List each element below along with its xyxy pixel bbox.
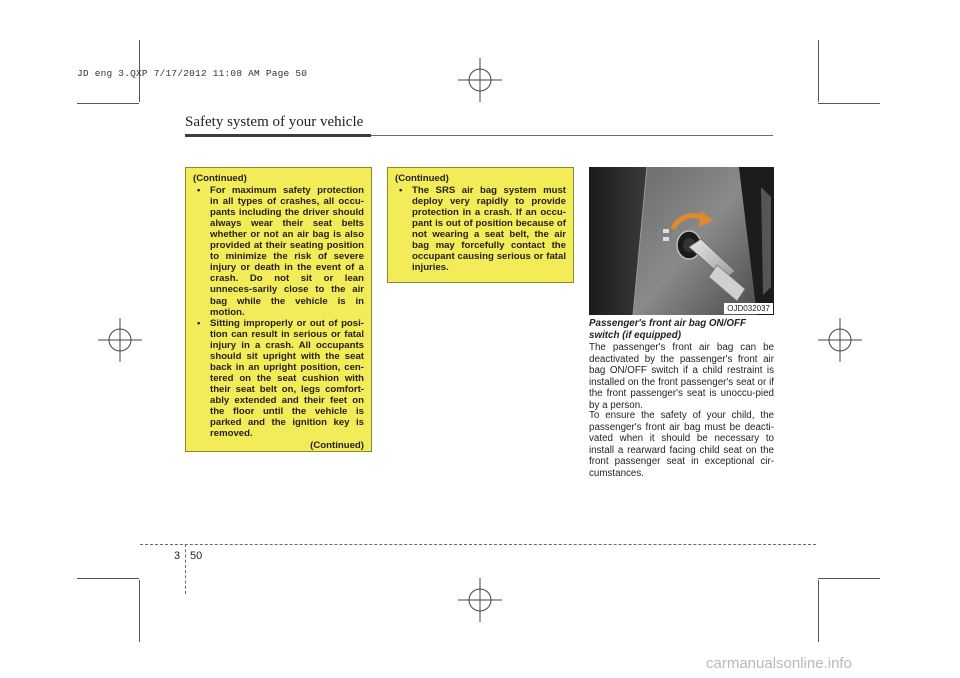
warning-list bbox=[395, 185, 566, 273]
registration-mark-icon bbox=[458, 578, 502, 622]
page-number: 50 bbox=[190, 550, 203, 562]
warning-list bbox=[193, 185, 364, 439]
registration-mark-icon bbox=[818, 318, 862, 362]
registration-mark-icon bbox=[458, 58, 502, 102]
continued-label: (Continued) bbox=[193, 173, 247, 184]
footer-separator bbox=[185, 544, 186, 594]
bullet: • bbox=[197, 317, 201, 329]
warning-item bbox=[395, 185, 566, 273]
crop-mark bbox=[818, 40, 819, 102]
dashboard-side-illustration bbox=[589, 167, 774, 315]
warning-item-text: For maximum safety protection in all types of crashes, all occu-pants including the driver should always wear their seat belts whether or not an air bag is also provided at their seating position to minimize the risk of severe injury or death in the event of a crash. Do not sit or lean unneces-sarily close to the air bag while the vehicle is in motion. bbox=[210, 185, 364, 318]
airbag-switch-photo bbox=[589, 167, 774, 315]
bullet: • bbox=[399, 185, 403, 197]
body-paragraph: The passenger's front air bag can be deactivated by the passenger's front air bag ON/OFF switch if a child restraint is installed on the front passenger's seat or if the front passenger's seat is unoccu-pied by a person. bbox=[589, 342, 774, 411]
registration-mark-icon bbox=[98, 318, 142, 362]
warning-box-middle bbox=[387, 167, 574, 283]
watermark: carmanualsonline.info bbox=[706, 655, 852, 672]
crop-mark bbox=[818, 578, 880, 579]
crop-mark bbox=[818, 580, 819, 642]
crop-mark bbox=[139, 580, 140, 642]
warning-item-text: Sitting improperly or out of posi-tion can result in serious or fatal injury in a crash. All occupants should sit upright with the seat back in an upright position, cen-tered on the seat cushion with their seat belt on, legs comfort-ably extended and their feet on the floor until the vehicle is parked and the ignition key is removed. bbox=[210, 317, 364, 440]
continued-label: (Continued) bbox=[395, 173, 449, 184]
slug-line: JD eng 3.QXP 7/17/2012 11:08 AM Page 50 bbox=[77, 68, 308, 79]
subsection-heading: Passenger's front air bag ON/OFF switch (if equipped) bbox=[589, 318, 746, 341]
crop-mark bbox=[77, 103, 139, 104]
section-title-bar bbox=[185, 134, 371, 137]
warning-item bbox=[193, 318, 364, 440]
chapter-number: 3 bbox=[174, 550, 181, 562]
footer-rule bbox=[140, 544, 816, 545]
header-rule bbox=[371, 135, 773, 136]
warning-box-left bbox=[185, 167, 372, 452]
section-title: Safety system of your vehicle bbox=[185, 114, 364, 130]
crop-mark bbox=[77, 578, 139, 579]
warning-item-text: The SRS air bag system must deploy very rapidly to provide protection in a crash. If an occu-pant is out of position because of not wearing a seat belt, the air bag may forcefully contact the occupant causing serious or fatal injuries. bbox=[412, 185, 566, 274]
body-paragraph: To ensure the safety of your child, the passenger's front air bag must be deacti-vated when it should be necessary to install a rearward facing child seat on the front passenger seat in exceptional cir-cumstances. bbox=[589, 410, 774, 479]
crop-mark bbox=[818, 103, 880, 104]
bullet: • bbox=[197, 185, 201, 197]
continued-label: (Continued) bbox=[310, 440, 364, 452]
warning-item bbox=[193, 185, 364, 318]
figure-code: OJD032037 bbox=[724, 303, 773, 314]
